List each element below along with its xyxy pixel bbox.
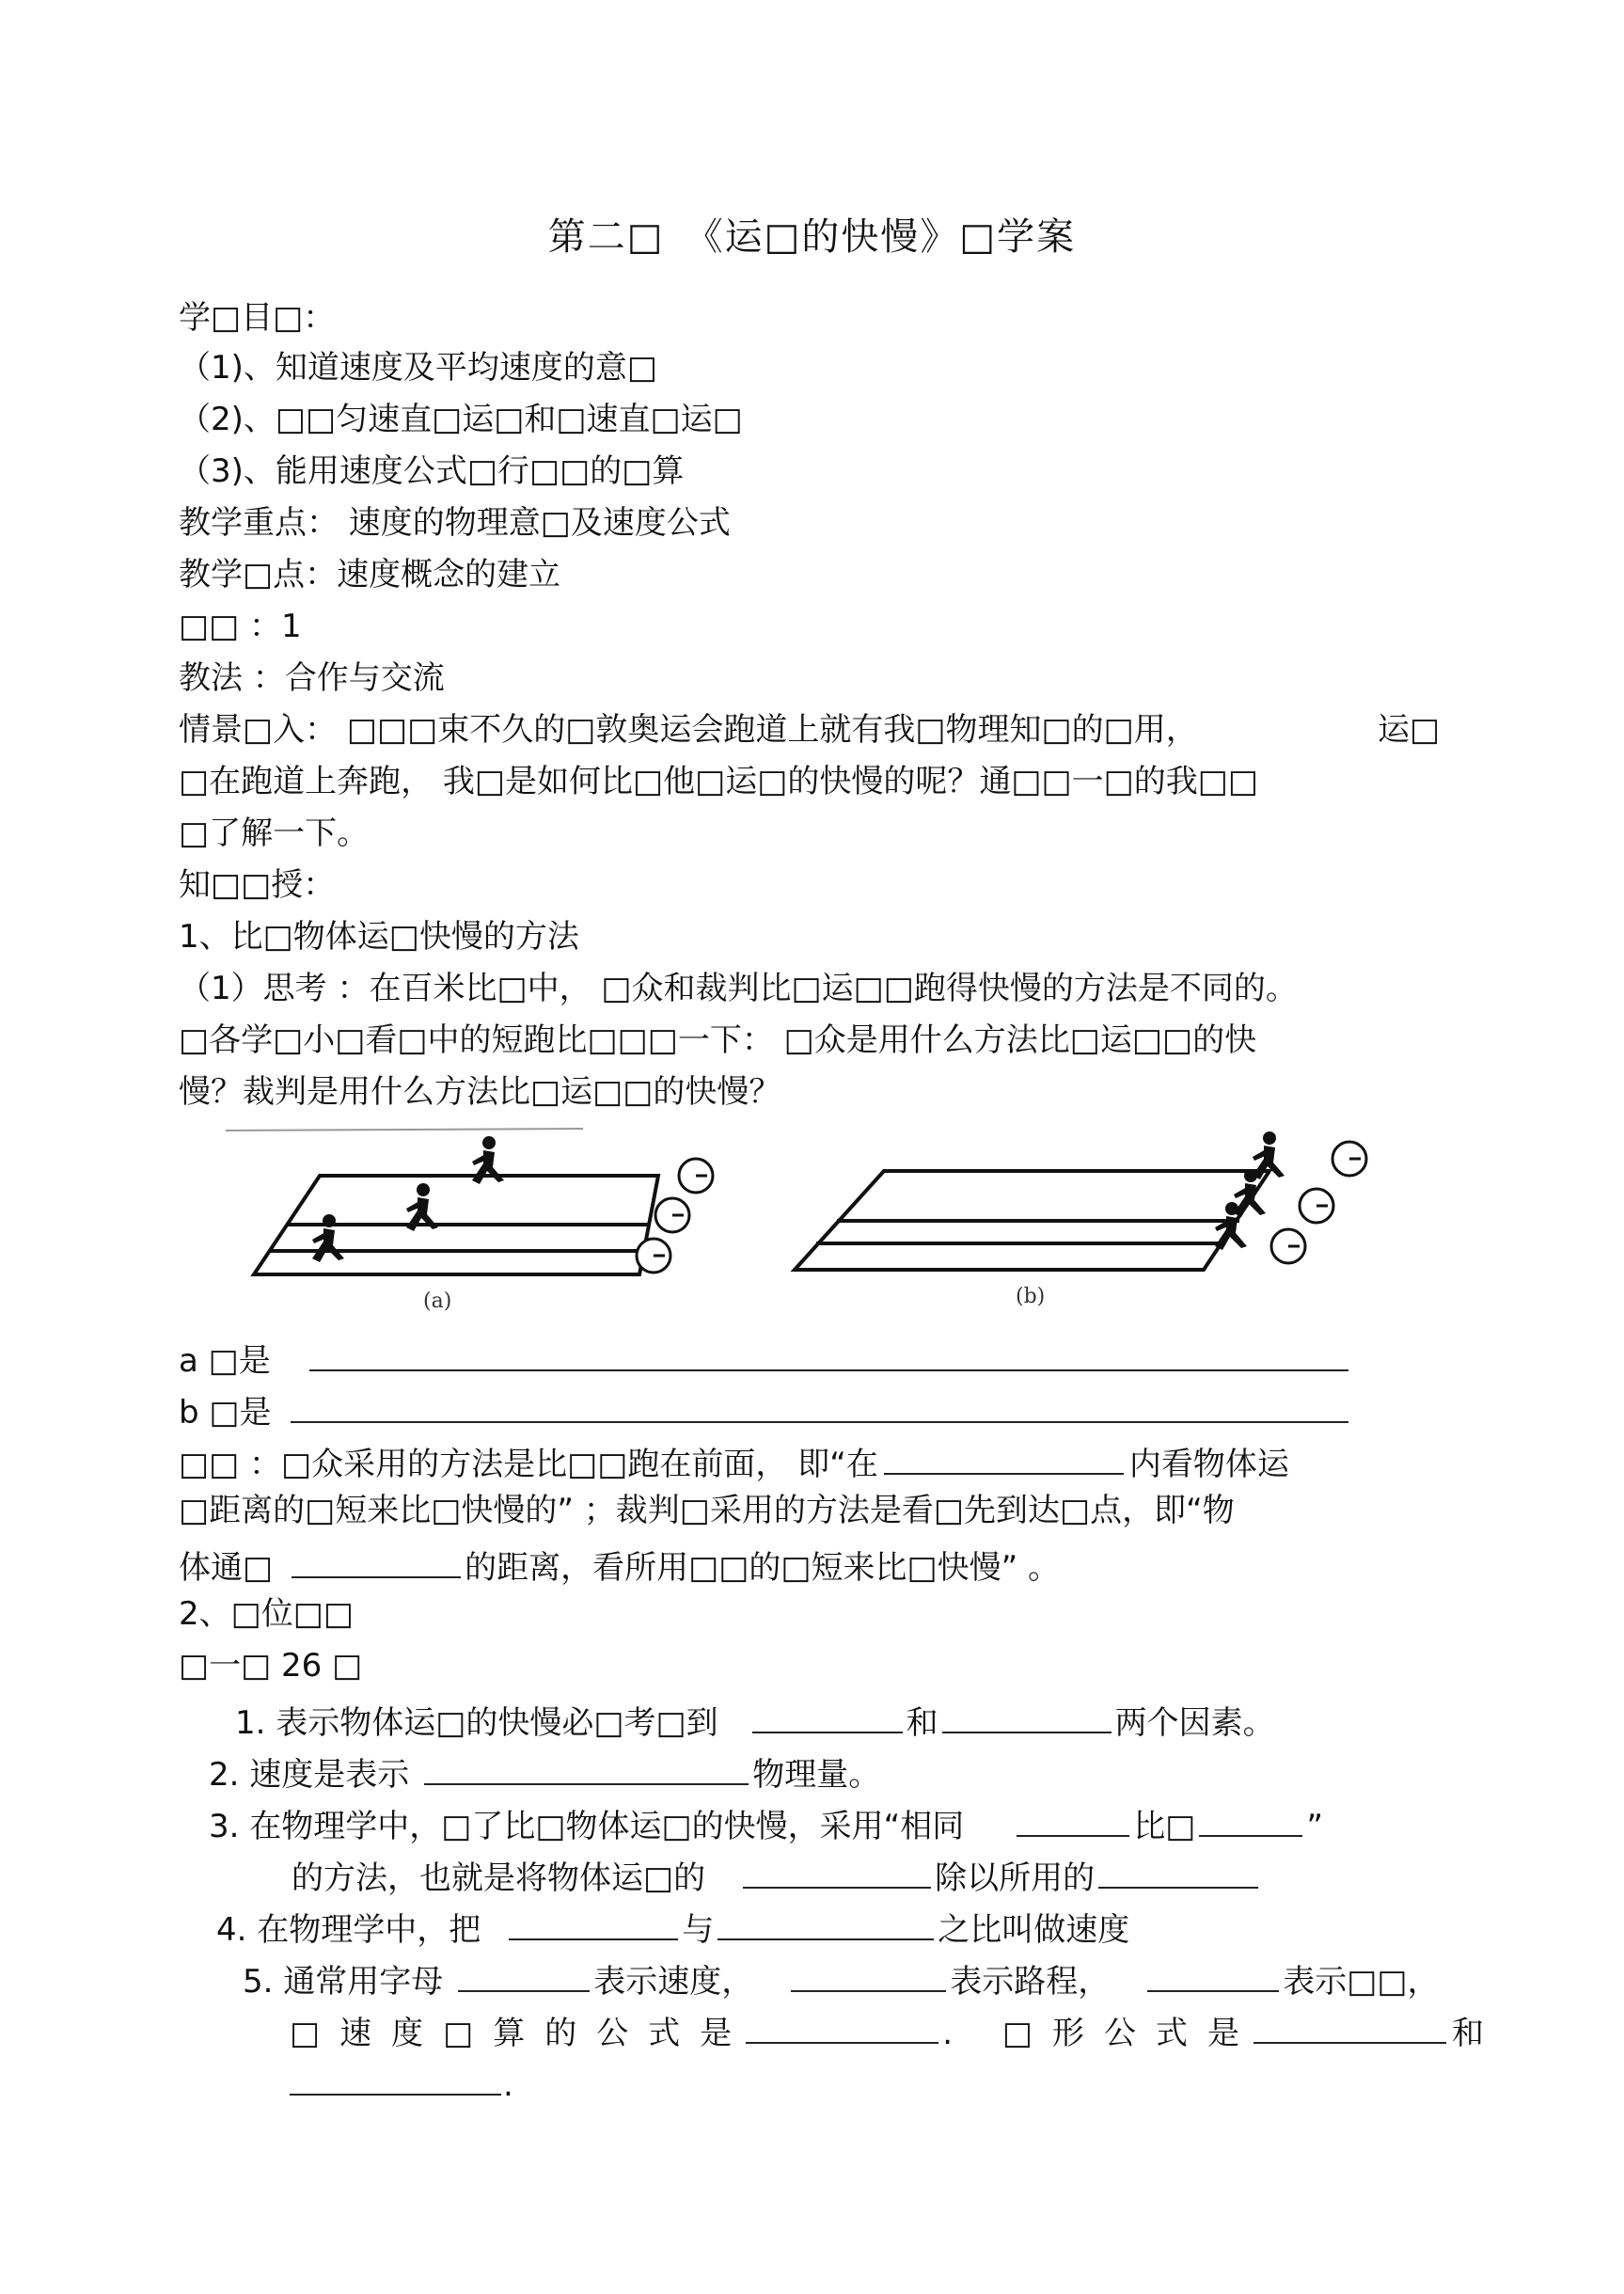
stopwatch-icon [1271,1229,1305,1263]
track-a [226,1129,658,1274]
summary-text: □□ ：□众采用的方法是比□□跑在前面， 即“在 [179,1446,878,1483]
question-2 [209,1748,880,1796]
q4-blank-2[interactable] [717,1903,934,1940]
teaching-method: 教法 ：合作与交流 [179,659,445,697]
question-text: 5. 通常用字母 [243,1963,444,2001]
answer-b [179,1385,1348,1434]
q5-blank-6[interactable] [290,2058,501,2096]
caption-a: (a) [423,1289,452,1313]
question-text: 表示□□， [1283,1963,1440,2001]
question-text: 表示路程， [950,1963,1111,2001]
section1-heading: 1、比□物体运□快慢的方法 [179,918,579,956]
stopwatch-icon [1332,1142,1366,1176]
question-text: 的方法，也就是将物体运□的 [292,1859,706,1897]
question-text: 除以所用的 [935,1859,1096,1897]
question-text: 之比叫做速度 [938,1911,1130,1949]
key-point: 教学重点： 速度的物理意□及速度公式 [179,504,731,542]
answer-b-label: b □是 [179,1394,272,1432]
page-reference: □一□ 26 □ [179,1647,363,1685]
question-4 [216,1903,1129,1952]
question-5-line-2 [290,2006,1484,2055]
summary-text: 体通□ [179,1549,274,1587]
question-text: . □形公式是 [942,2015,1259,2052]
think-line: （1）思考 ：在百米比□中， □众和裁判比□运□□跑得快慢的方法是不同的。 [179,970,1298,1007]
summary-line-1 [179,1437,1289,1486]
intro-line-end: 运□ [1378,711,1441,749]
question-text: 与 [682,1911,715,1949]
summary-line-3 [179,1541,1060,1590]
answer-a-blank[interactable] [309,1334,1348,1371]
question-text: 两个因素。 [1114,1704,1275,1742]
q5-blank-1[interactable] [458,1954,590,1992]
objective-item: （3)、能用速度公式□行□□的□算 [179,452,685,490]
answer-a [179,1334,1348,1383]
page-title: 第二□ 《运□的快慢》□学案 [547,215,1077,259]
summary-line-2: □距离的□短来比□快慢的” ；裁判□采用的方法是看□先到达□点，即“物 [179,1492,1235,1529]
question-text: 1. 表示物体运□的快慢必□考□到 [235,1704,718,1742]
question-5-line-1 [243,1954,1440,2003]
stopwatch-icon [679,1159,713,1193]
question-text: ” [1306,1808,1323,1845]
runner-icon [312,1214,344,1262]
runners-a [312,1136,504,1262]
question-text: □速度□算的公式是 [290,2015,752,2052]
q5-blank-5[interactable] [1253,2006,1446,2044]
stopwatches-b [1271,1142,1366,1263]
question-text: 表示速度， [593,1963,754,2001]
think-line: 慢？裁判是用什么方法比□运□□的快慢？ [179,1073,781,1111]
objectives-heading: 学□目□： [179,299,336,337]
summary-blank-1[interactable] [884,1437,1124,1475]
intro-line: □在跑道上奔跑， 我□是如何比□他□运□的快慢的呢？通□□一□的我□□ [179,763,1259,800]
q3-blank-4[interactable] [1098,1851,1258,1889]
question-text: 比□ [1133,1808,1196,1845]
q1-blank-2[interactable] [942,1696,1112,1733]
q5-blank-4[interactable] [746,2006,938,2044]
stopwatch-icon [637,1239,670,1273]
question-text: . [503,2066,513,2104]
q2-blank[interactable] [424,1748,749,1785]
question-text: 3. 在物理学中，□了比□物体运□的快慢，采用“相同 [209,1808,965,1845]
q3-blank-3[interactable] [743,1851,931,1889]
stopwatch-icon [655,1198,689,1232]
summary-text: 的距离，看所用□□的□短来比□快慢” 。 [465,1549,1061,1587]
section2-heading: 2、□位□□ [179,1595,355,1633]
runners-b [1215,1131,1285,1250]
question-1 [235,1696,1275,1745]
think-line: □各学□小□看□中的短跑比□□□一下： □众是用什么方法比□运□□的快 [179,1021,1257,1059]
q5-blank-3[interactable] [1147,1954,1279,1992]
q1-blank-1[interactable] [752,1696,903,1733]
track-b [795,1171,1269,1270]
stopwatch-icon [1300,1189,1333,1223]
class-periods: □□ ：1 [179,608,302,645]
q5-blank-2[interactable] [791,1954,946,1992]
intro-line: □了解一下。 [179,815,370,852]
question-3-line-2 [292,1851,1262,1900]
objective-item: （1)、知道速度及平均速度的意□ [179,349,658,387]
answer-a-label: a □是 [179,1342,271,1380]
question-text: 物理量。 [752,1756,881,1794]
q4-blank-1[interactable] [509,1903,678,1940]
race-figure [226,1119,1401,1317]
intro-line: 情景□入： □□□束不久的□敦奥运会跑道上就有我□物理知□的□用， [179,711,1198,749]
question-text: 和 [1452,2015,1484,2052]
difficulty: 教学□点：速度概念的建立 [179,556,561,593]
question-3-line-1 [209,1799,1323,1848]
question-text: 和 [906,1704,938,1742]
q3-blank-2[interactable] [1199,1799,1302,1837]
caption-b: (b) [1016,1285,1046,1308]
question-5-line-3 [290,2058,513,2107]
summary-text: 内看物体运 [1128,1446,1289,1483]
question-text: 2. 速度是表示 [209,1756,410,1794]
question-text: 4. 在物理学中，把 [216,1911,481,1949]
answer-b-blank[interactable] [291,1385,1348,1423]
summary-blank-2[interactable] [292,1541,461,1578]
teach-heading: 知□□授： [179,866,336,904]
q3-blank-1[interactable] [1017,1799,1129,1837]
objective-item: （2)、□□匀速直□运□和□速直□运□ [179,401,743,438]
